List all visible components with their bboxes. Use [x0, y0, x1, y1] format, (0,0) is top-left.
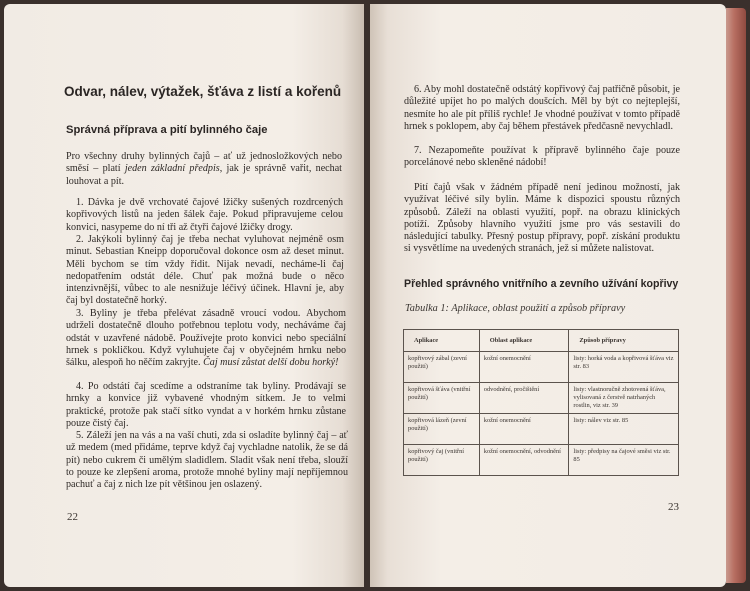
table-cell: odvodnění, pročištění	[479, 383, 569, 414]
table-row	[404, 352, 679, 383]
usage-table	[403, 329, 679, 476]
table-cell: kožní onemocnění	[479, 414, 569, 445]
page-number-right: 23	[668, 501, 679, 513]
table-caption: Tabulka 1: Aplikace, oblast použití a způsob přípravy	[405, 303, 626, 314]
intro-text-a: Pro všechny druhy bylinných čajů – ať už jednosložkových nebo směsí – platí	[66, 151, 342, 175]
paragraph-5: 5. Záleží jen na vás a na vaší chuti, zda si osladíte bylinný čaj – ať už medem (med přidáme, teprve když čaj vychladne natolik, že se dá pít) nebo cukrem či umělým sladidlem. Sladit však není třeba, slouží to pouze ke zlepšení aroma, protože mnohé byliny mají nepříjemnou pachuť a čaj z nich lze pít většinou jen oslazený.	[66, 430, 348, 491]
table-cell: listy: nálev viz str. 85	[569, 414, 679, 445]
paragraph-1: 1. Dávka je dvě vrchovaté čajové lžičky sušených rozdrcených kopřivových listů na jeden šálek čaje. Pokud připravujeme celou konvici, nasypeme do ní tři až čtyři čajové lžičky drogy.	[66, 197, 343, 233]
paragraph-2: 2. Jakýkoli bylinný čaj je třeba nechat vyluhovat nejméně osm minut. Sebastian Kneipp doporučoval dokonce osm až deset minut. Měli bychom se tím vždy řídit. Nijak nevadí, necháme-li čaj nedopatřením odstát déle. Chuť pak možná bude o něco intenzivnější, vůbec to ale nesnižuje léčivý účinek. Hlavní je, aby čaj byl dostatečně horký.	[66, 234, 344, 307]
paragraph-4: 4. Po odstátí čaj scedíme a odstraníme tak byliny. Prodávají se hrnky a konvice již vybavené vhodným sítkem. Je to velmi praktické, protože pak stačí sítko vyndat a v horkém hrnku zůstane pouze čistý čaj.	[66, 381, 346, 429]
intro-text-b: , jak je správně vařit, nechat louhovat a pít.	[66, 163, 342, 187]
paragraph-3-emphasis: Čaj musí zůstat delší dobu horký!	[203, 357, 339, 369]
paragraph-8: Pití čajů však v žádném případě není jedinou možností, jak využívat léčivé síly bylin. Máme k dispozici spoustu různých způsobů. Záleží na oblasti využití, popř. na obrazu klinických potíží. Způsoby hlavního využití jsme pro vás sestavili do následující tabulky. Přesný postup přípravy, popř. získání produktu si vysvětlíme na uvedených stranách, jež si můžete nalistovat.	[404, 182, 680, 255]
chapter-heading: Odvar, nálev, výtažek, šťáva z listí a kořenů	[64, 84, 342, 99]
book-edge	[726, 8, 746, 583]
page-number-left: 22	[67, 511, 78, 523]
section-heading-right: Přehled správného vnitřního a zevního užívání kopřivy	[404, 278, 679, 290]
intro-paragraph	[66, 151, 342, 188]
table-cell: listy: horká voda a kopřivová šťáva viz str. 83	[569, 352, 679, 383]
table-header-row	[404, 330, 679, 352]
paragraph-3	[66, 308, 346, 369]
header-preparation: Způsob přípravy	[569, 330, 679, 352]
header-area: Oblast aplikace	[479, 330, 569, 352]
table-cell: listy: vlastnoručně zhotovená šťáva, vylisovaná z čerstvě natrhaných rostlin, viz str. 39	[569, 383, 679, 414]
table-row	[404, 414, 679, 445]
table-cell: kopřivová lázeň (zevní použití)	[404, 414, 480, 445]
table-cell: kožní onemocnění	[479, 352, 569, 383]
table-cell: kopřivová šťáva (vnitřní použití)	[404, 383, 480, 414]
paragraph-6: 6. Aby mohl dostatečně odstátý kopřivový čaj patřičně působit, je důležité upíjet ho po malých doušcích. Měl by být co nejteplejší, nesmíte ho ale pít příliš rychle! Je vhodné používat v tomto případě hrnek s poklopem, aby čaj během přestávek předčasně nevychladl.	[404, 84, 680, 132]
paragraph-3-text: 3. Byliny je třeba přelévat zásadně vroucí vodou. Abychom udrželi dostatečně dlouho potřebnou teplotu vody, necháváme čaj odstát v uzavřené nádobě. Používejte proto konvici nebo speciální hrnek s pokličkou. Když vyluhujete čaj v obyčejném hrnku nebo šálku, alespoň ho něčím zakryjte.	[66, 308, 346, 369]
table-cell: kopřivový čaj (vnitřní použití)	[404, 445, 480, 476]
table-cell: listy: předpisy na čajové směsi viz str. 85	[569, 445, 679, 476]
section-heading-left: Správná příprava a pití bylinného čaje	[66, 124, 268, 136]
table-row	[404, 445, 679, 476]
table-row	[404, 383, 679, 414]
paragraph-7: 7. Nezapomeňte používat k přípravě bylinného čaje pouze porcelánové nebo skleněné nádobí!	[404, 145, 680, 169]
table-cell: kožní onemocnění, odvodnění	[479, 445, 569, 476]
intro-text-emphasis: jeden základní předpis	[124, 163, 220, 175]
header-application: Aplikace	[404, 330, 480, 352]
table-cell: kopřivový zábal (zevní použití)	[404, 352, 480, 383]
